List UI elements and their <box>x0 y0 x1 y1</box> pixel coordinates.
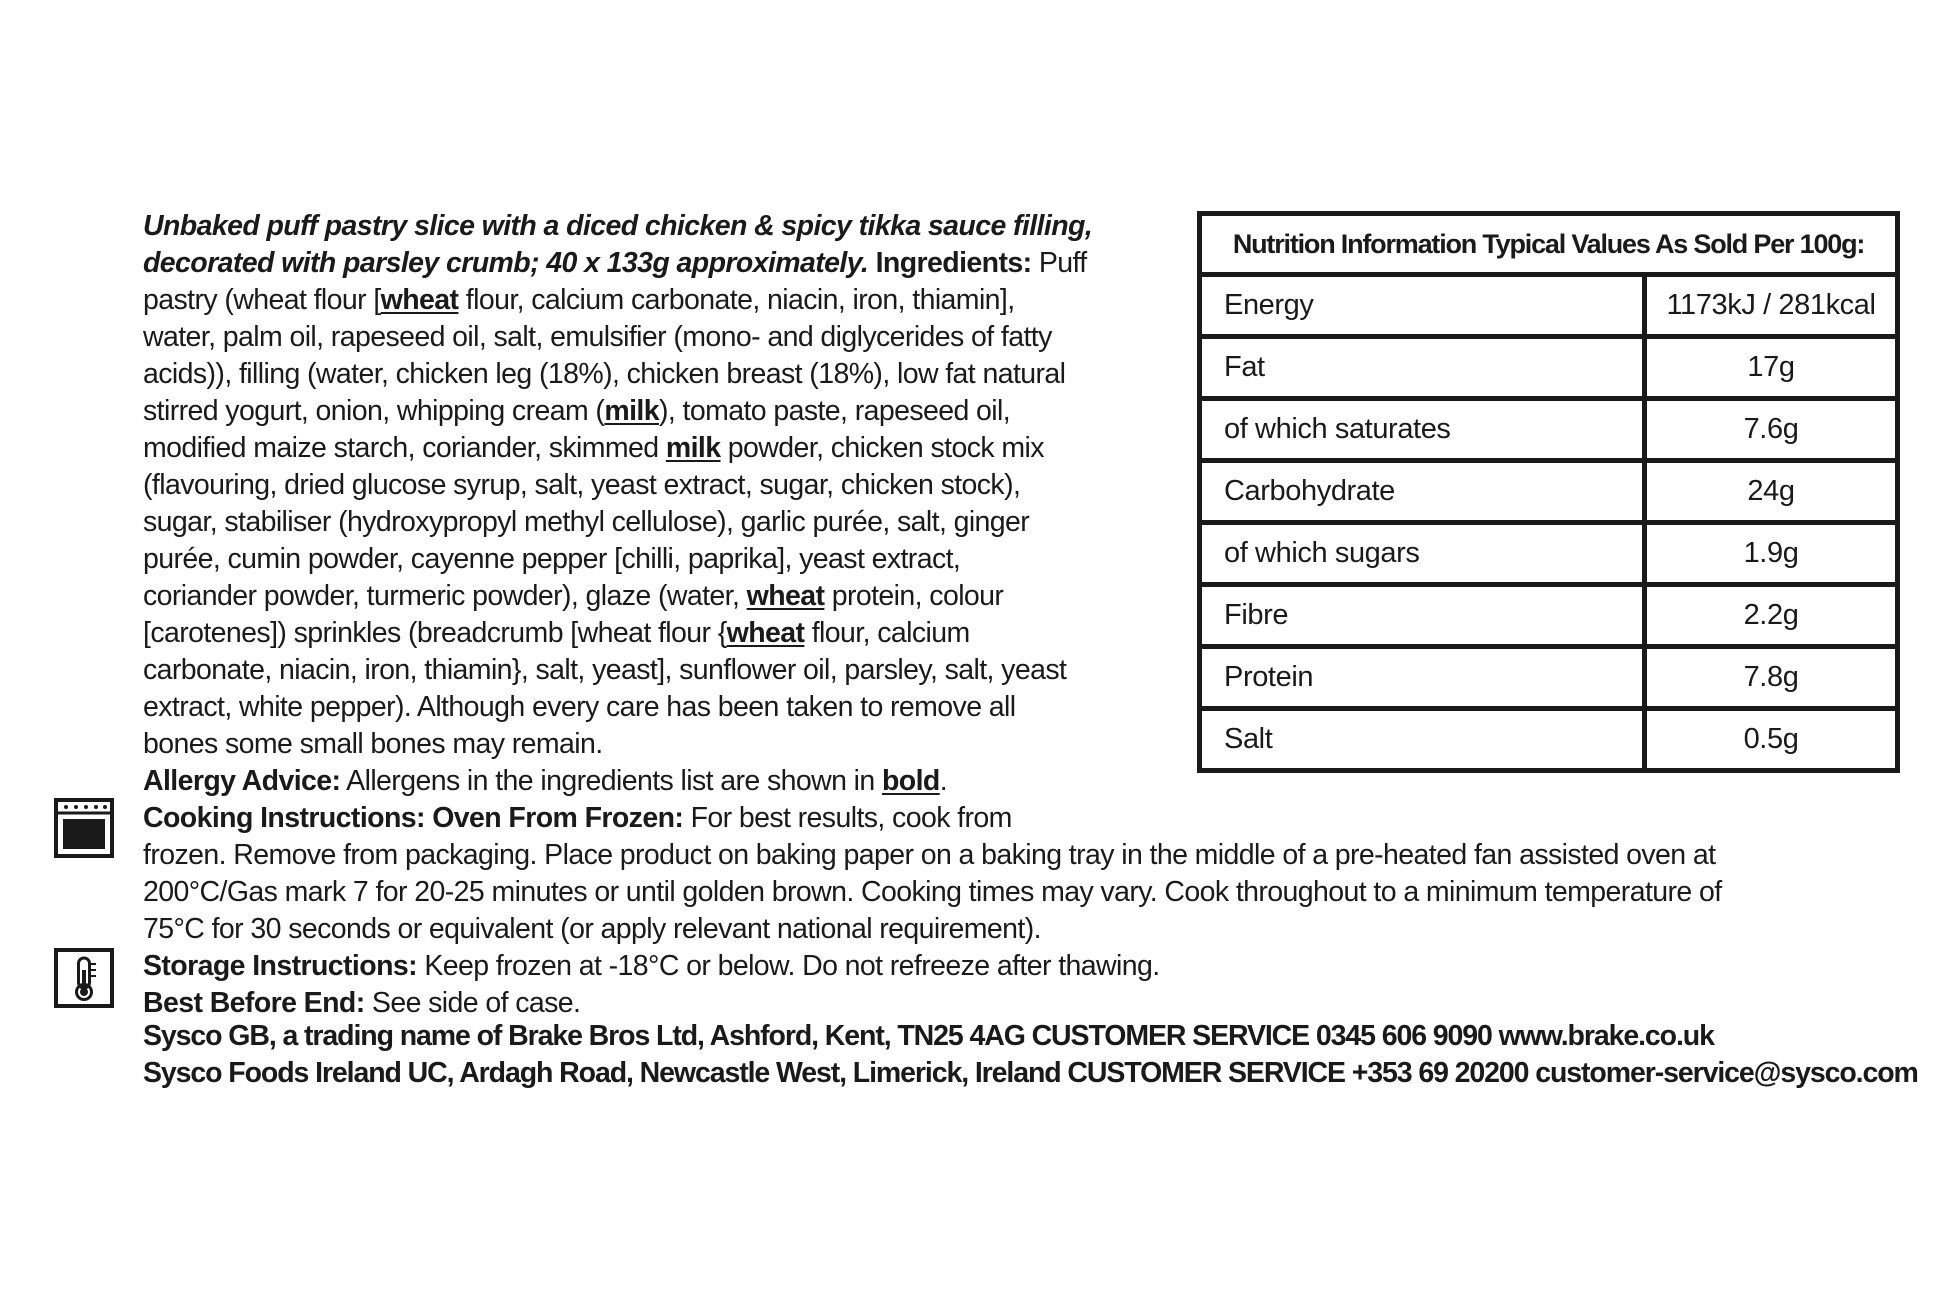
nutrient-name: Salt <box>1200 709 1645 771</box>
table-row <box>1200 709 1898 771</box>
nutrient-value: 7.6g <box>1645 399 1898 461</box>
ingredients-line: pastry (wheat flour [wheat flour, calcium carbonate, niacin, iron, thiamin], <box>143 284 1015 316</box>
description-line: Unbaked puff pastry slice with a diced chicken & spicy tikka sauce filling, <box>143 210 1093 242</box>
footer-line-ireland: Sysco Foods Ireland UC, Ardagh Road, Newcastle West, Limerick, Ireland CUSTOMER SERVICE +353 69 20200 customer-service@sysco.com <box>143 1057 1918 1089</box>
nutrient-value: 1.9g <box>1645 523 1898 585</box>
nutrient-name: Carbohydrate <box>1200 461 1645 523</box>
footer <box>143 1018 1918 1092</box>
ingredients-line: carbonate, niacin, iron, thiamin}, salt, yeast], sunflower oil, parsley, salt, yeast <box>143 654 1067 686</box>
nutrient-name: Protein <box>1200 647 1645 709</box>
table-row <box>1200 585 1898 647</box>
description-line: decorated with parsley crumb; 40 x 133g approximately. Ingredients: Puff <box>143 247 1087 279</box>
table-row <box>1200 337 1898 399</box>
nutrient-value: 0.5g <box>1645 709 1898 771</box>
nutrient-value: 2.2g <box>1645 585 1898 647</box>
ingredients-line: bones some small bones may remain. <box>143 728 603 760</box>
ingredients-line: stirred yogurt, onion, whipping cream (milk), tomato paste, rapeseed oil, <box>143 395 1011 427</box>
ingredients-line: acids)), filling (water, chicken leg (18%), chicken breast (18%), low fat natural <box>143 358 1066 390</box>
ingredients-line: modified maize starch, coriander, skimmed milk powder, chicken stock mix <box>143 432 1044 464</box>
table-row <box>1200 275 1898 337</box>
table-row <box>1200 647 1898 709</box>
storage-instructions: Storage Instructions: Keep frozen at -18°C or below. Do not refreeze after thawing. <box>143 950 1160 982</box>
ingredients-line: water, palm oil, rapeseed oil, salt, emulsifier (mono- and diglycerides of fatty <box>143 321 1052 353</box>
cooking-instructions-line: 200°C/Gas mark 7 for 20-25 minutes or until golden brown. Cooking times may vary. Cook throughout to a minimum temperature of <box>143 876 1722 908</box>
nutrient-name: Fibre <box>1200 585 1645 647</box>
ingredients-line: extract, white pepper). Although every care has been taken to remove all <box>143 691 1016 723</box>
nutrient-name: Fat <box>1200 337 1645 399</box>
ingredients-line: coriander powder, turmeric powder), glaze (water, wheat protein, colour <box>143 580 1004 612</box>
footer-line-gb: Sysco GB, a trading name of Brake Bros Ltd, Ashford, Kent, TN25 4AG CUSTOMER SERVICE 0345 606 9090 www.brake.co.uk <box>143 1020 1714 1052</box>
table-row <box>1200 461 1898 523</box>
allergen-wheat: wheat <box>726 617 805 649</box>
nutrient-value: 17g <box>1645 337 1898 399</box>
nutrient-value: 7.8g <box>1645 647 1898 709</box>
ingredients-line: (flavouring, dried glucose syrup, salt, yeast extract, sugar, chicken stock), <box>143 469 1021 501</box>
table-row <box>1200 399 1898 461</box>
ingredients-line: purée, cumin powder, cayenne pepper [chilli, paprika], yeast extract, <box>143 543 961 575</box>
nutrition-header: Nutrition Information Typical Values As Sold Per 100g: <box>1200 214 1898 275</box>
nutrition-header-row <box>1200 214 1898 275</box>
table-row <box>1200 523 1898 585</box>
allergen-milk: milk <box>604 395 659 427</box>
allergen-wheat: wheat <box>746 580 825 612</box>
nutrient-value: 24g <box>1645 461 1898 523</box>
nutrition-table <box>1197 211 1900 773</box>
oven-icon <box>54 798 114 858</box>
ingredients-line: sugar, stabiliser (hydroxypropyl methyl cellulose), garlic purée, salt, ginger <box>143 506 1030 538</box>
best-before-end: Best Before End: See side of case. <box>143 987 581 1019</box>
cooking-instructions: Cooking Instructions: Oven From Frozen: For best results, cook from <box>143 802 1012 834</box>
ingredients-line: [carotenes]) sprinkles (breadcrumb [wheat flour {wheat flour, calcium <box>143 617 970 649</box>
thermometer-icon <box>54 948 114 1008</box>
allergen-milk: milk <box>665 432 721 464</box>
nutrient-value: 1173kJ / 281kcal <box>1645 275 1898 337</box>
nutrient-name: of which saturates <box>1200 399 1645 461</box>
cooking-instructions-line: frozen. Remove from packaging. Place product on baking paper on a baking tray in the middle of a pre-heated fan assisted oven at <box>143 839 1716 871</box>
allergy-advice: Allergy Advice: Allergens in the ingredients list are shown in bold. <box>143 765 948 797</box>
nutrient-name: Energy <box>1200 275 1645 337</box>
cooking-instructions-line: 75°C for 30 seconds or equivalent (or apply relevant national requirement). <box>143 913 1041 945</box>
nutrient-name: of which sugars <box>1200 523 1645 585</box>
allergen-wheat: wheat <box>380 284 459 316</box>
